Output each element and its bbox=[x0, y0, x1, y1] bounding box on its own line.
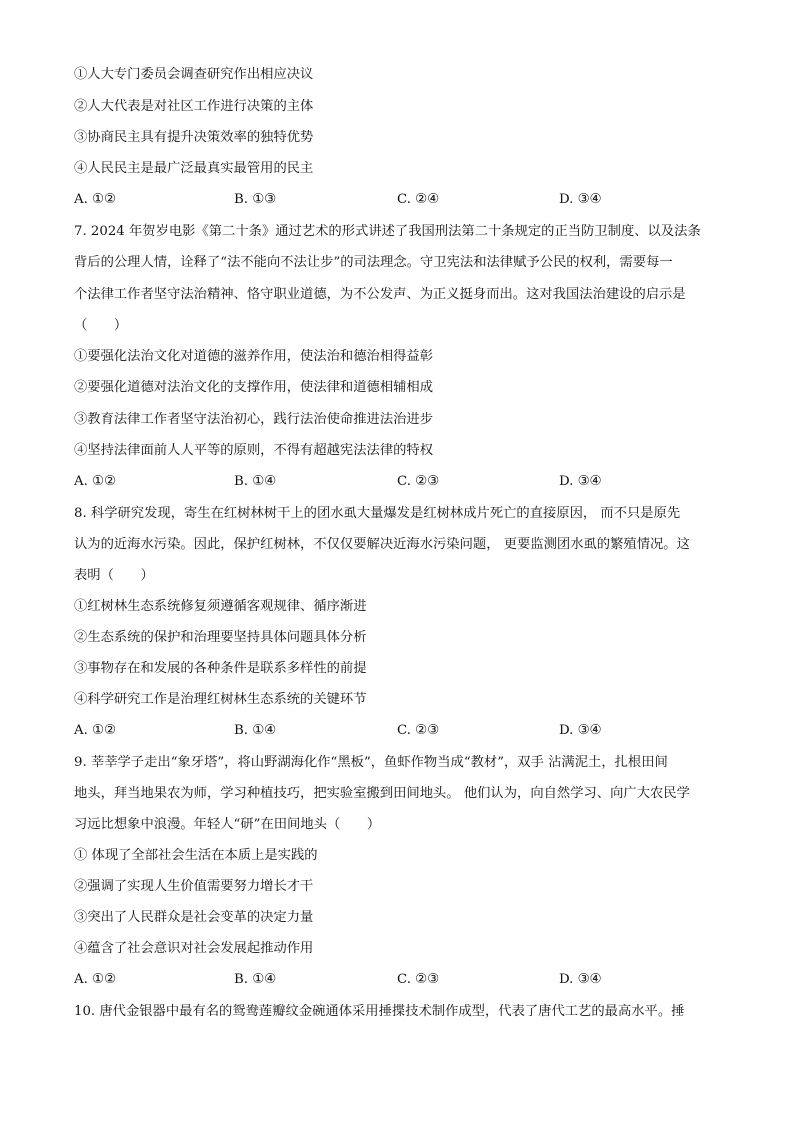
q7-choice-a: A. ①② bbox=[74, 474, 116, 489]
q9-stem-line-3: 习远比想象中浪漫。年轻人“研”在田间地头（ ） bbox=[74, 817, 381, 832]
q7-stem-line-1: 7. 2024 年贺岁电影《第二十条》通过艺术的形式讲述了我国刑法第二十条规定的正当防卫制度、以及法条 bbox=[74, 224, 701, 239]
q7-option-4: ④坚持法律面前人人平等的原则，不得有超越宪法法律的特权 bbox=[74, 443, 434, 458]
q9-option-2: ②强调了实现人生价值需要努力增长才干 bbox=[74, 879, 314, 894]
q8-choice-c: C. ②③ bbox=[397, 723, 439, 738]
q8-option-4: ④科学研究工作是治理红树林生态系统的关键环节 bbox=[74, 692, 367, 707]
q6-choice-b: B. ①③ bbox=[234, 192, 277, 207]
q9-stem-line-2: 地头，拜当地果农为师，学习种植技巧，把实验室搬到田间地头。 他们认为，向自然学习、向广大农民学 bbox=[74, 786, 690, 801]
q8-option-3: ③事物存在和发展的各种条件是联系多样性的前提 bbox=[74, 661, 367, 676]
q7-option-3: ③教育法律工作者坚守法治初心，践行法治使命推进法治进步 bbox=[74, 412, 434, 427]
q9-choice-c: C. ②③ bbox=[397, 972, 439, 987]
q7-choice-b: B. ①④ bbox=[234, 474, 277, 489]
q8-stem-line-3: 表明（ ） bbox=[74, 568, 154, 583]
q6-choice-d: D. ③④ bbox=[559, 192, 602, 207]
q8-stem-line-2: 认为的近海水污染。因此，保护红树林，不仅仅要解决近海水污染问题， 更要监测团水虱的繁殖情况。这 bbox=[74, 537, 690, 552]
q8-choice-a: A. ①② bbox=[74, 723, 116, 738]
q8-option-1: ①红树林生态系统修复须遵循客观规律、循序渐进 bbox=[74, 599, 367, 614]
q6-choice-a: A. ①② bbox=[74, 192, 116, 207]
q7-stem-line-4: （ ） bbox=[74, 318, 128, 333]
q10-stem-line-1: 10. 唐代金银器中最有名的鸳鸯莲瓣纹金碗通体采用捶揲技术制作成型，代表了唐代工艺的最高水平。捶 bbox=[74, 1004, 685, 1019]
q9-choices bbox=[74, 970, 734, 990]
q7-choices bbox=[74, 472, 734, 492]
q9-stem-line-1: 9. 莘莘学子走出“象牙塔”，将山野湖海化作“黑板”，鱼虾作物当成“教材”，双手 沾满泥土，扎根田间 bbox=[74, 755, 668, 770]
q8-choices bbox=[74, 721, 734, 741]
q6-option-2: ②人大代表是对社区工作进行决策的主体 bbox=[74, 99, 314, 114]
q9-choice-b: B. ①④ bbox=[234, 972, 277, 987]
q8-choice-b: B. ①④ bbox=[234, 723, 277, 738]
q8-choice-d: D. ③④ bbox=[559, 723, 602, 738]
q7-option-1: ①要强化法治文化对道德的滋养作用，使法治和德治相得益彰 bbox=[74, 349, 434, 364]
q9-choice-d: D. ③④ bbox=[559, 972, 602, 987]
q9-option-4: ④蕴含了社会意识对社会发展起推动作用 bbox=[74, 941, 314, 956]
q7-option-2: ②要强化道德对法治文化的支撑作用，使法律和道德相辅相成 bbox=[74, 380, 434, 395]
q9-option-3: ③突出了人民群众是社会变革的决定力量 bbox=[74, 910, 314, 925]
q7-stem-line-2: 背后的公理人情，诠释了“法不能向不法让步”的司法理念。守卫宪法和法律赋予公民的权利，需要每一 bbox=[74, 255, 673, 270]
q8-stem-line-1: 8. 科学研究发现，寄生在红树林树干上的团水虱大量爆发是红树林成片死亡的直接原因， 而不只是原先 bbox=[74, 506, 681, 521]
q7-choice-d: D. ③④ bbox=[559, 474, 602, 489]
q6-option-3: ③协商民主具有提升决策效率的独特优势 bbox=[74, 130, 314, 145]
q6-choices bbox=[74, 190, 734, 210]
q8-option-2: ②生态系统的保护和治理要坚持具体问题具体分析 bbox=[74, 630, 367, 645]
q7-stem-line-3: 个法律工作者坚守法治精神、恪守职业道德，为不公发声、为正义挺身而出。这对我国法治建设的启示是 bbox=[74, 287, 686, 302]
q6-choice-c: C. ②④ bbox=[397, 192, 439, 207]
q7-choice-c: C. ②③ bbox=[397, 474, 439, 489]
q9-option-1: ① 体现了全部社会生活在本质上是实践的 bbox=[74, 848, 318, 863]
q6-option-1: ①人大专门委员会调查研究作出相应决议 bbox=[74, 67, 314, 82]
q9-choice-a: A. ①② bbox=[74, 972, 116, 987]
q6-option-4: ④人民民主是最广泛最真实最管用的民主 bbox=[74, 161, 314, 176]
